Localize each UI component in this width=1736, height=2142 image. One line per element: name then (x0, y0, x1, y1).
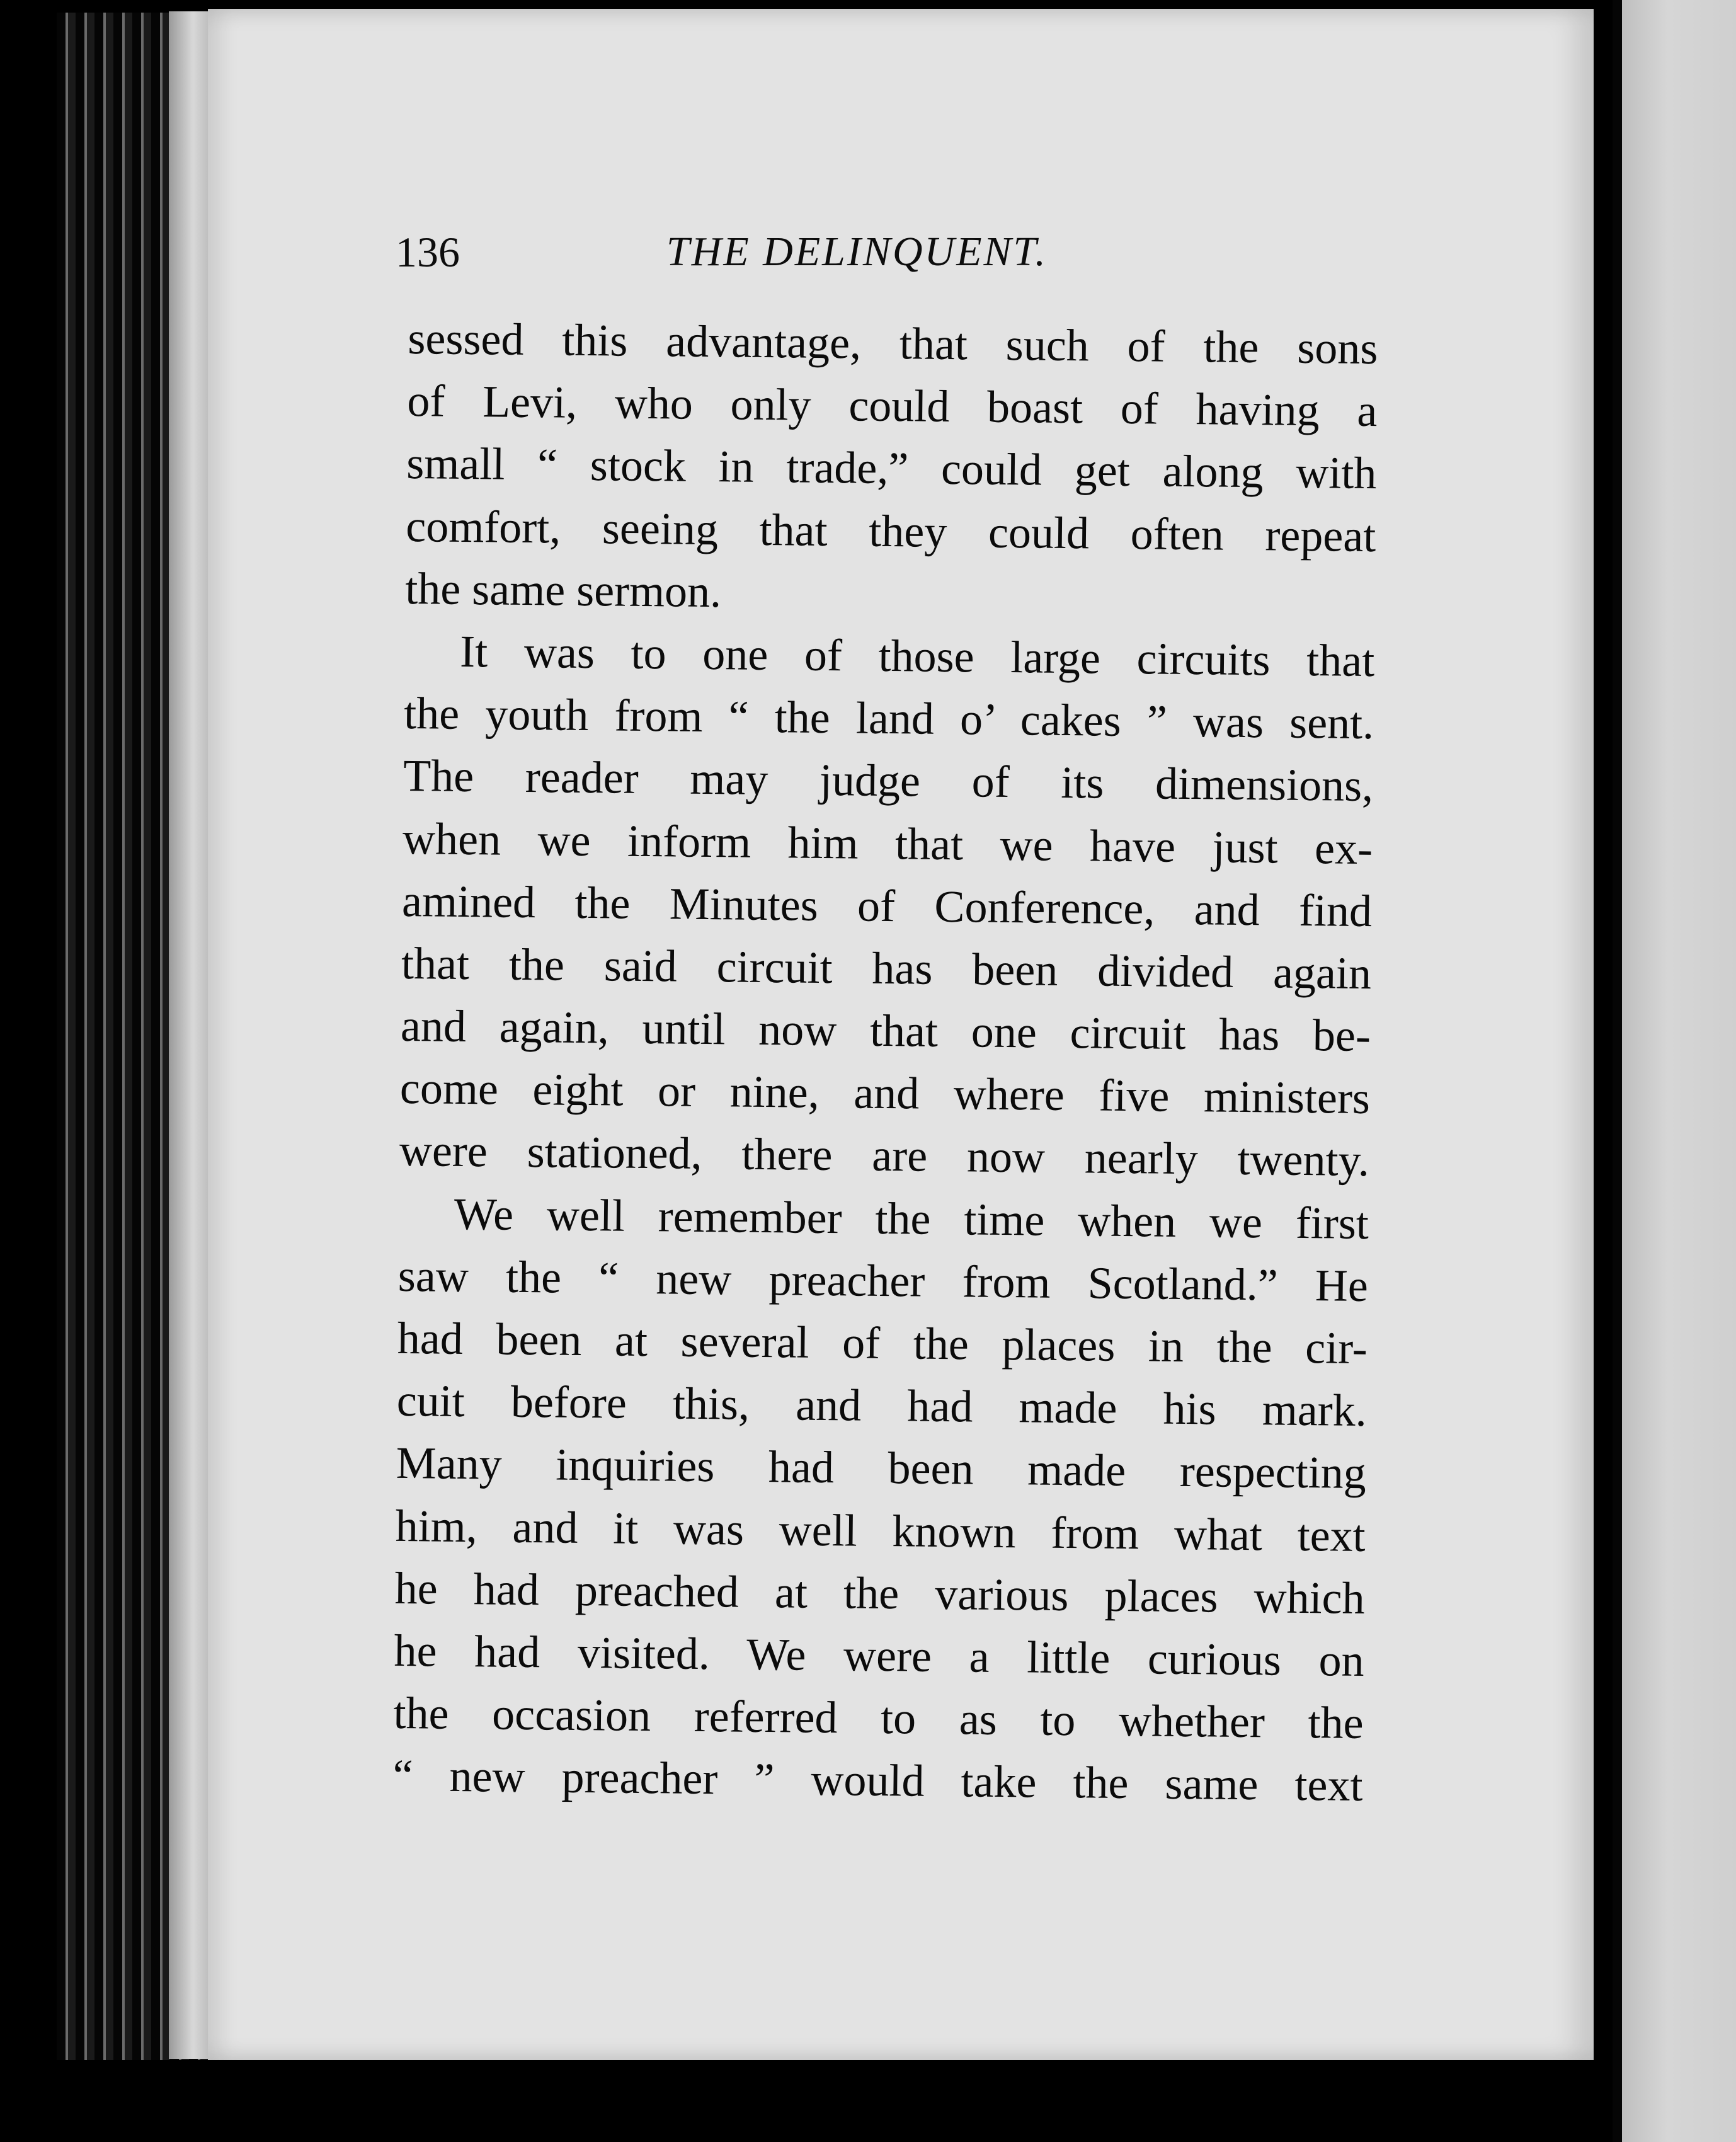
text-line: Many inquiries had been made respecting (396, 1438, 1367, 1499)
text-line: come eight or nine, and where five ministers (399, 1063, 1371, 1124)
text-line: cuit before this, and had made his mark. (396, 1375, 1368, 1436)
text-line: comfort, seeing that they could often repeat (405, 500, 1376, 561)
text-line: he had preached at the various places which (394, 1562, 1366, 1624)
text-line: him, and it was well known from what text (395, 1500, 1366, 1561)
page-number: 136 (396, 228, 460, 276)
text-line: he had visited. We were a little curious on (394, 1625, 1365, 1686)
text-line: had been at several of the places in the cir- (397, 1312, 1368, 1374)
text-line: “ new preacher ” would take the same text (392, 1750, 1363, 1811)
text-line: We well remember the time when we first (454, 1188, 1369, 1249)
text-line: that the said circuit has been divided again (401, 937, 1372, 999)
text-line: the same sermon. (404, 563, 722, 617)
text-line: of Levi, who only could boast of having a (407, 375, 1378, 437)
text-line: The reader may judge of its dimensions, (403, 750, 1374, 811)
page-edge-highlight (169, 11, 209, 2059)
text-line: the occasion referred to as to whether the (393, 1688, 1364, 1749)
text-line: and again, until now that one circuit has be- (400, 1000, 1371, 1062)
text-line: the youth from “ the land o’ cakes ” was sent. (403, 688, 1374, 749)
text-line: sessed this advantage, that such of the sons (408, 312, 1378, 374)
running-head (396, 217, 1347, 287)
facing-page-edge (1622, 0, 1736, 2142)
text-line: It was to one of those large circuits that (459, 626, 1375, 687)
text-line: amined the Minutes of Conference, and find (401, 875, 1373, 936)
text-line: when we inform him that we have just ex- (402, 813, 1373, 874)
body-text (392, 307, 1378, 1817)
text-line: were stationed, there are now nearly twenty. (399, 1125, 1370, 1186)
running-title: THE DELINQUENT. (666, 229, 1048, 275)
text-line: saw the “ new preacher from Scotland.” He (397, 1250, 1369, 1311)
text-line: small “ stock in trade,” could get along with (406, 438, 1377, 499)
